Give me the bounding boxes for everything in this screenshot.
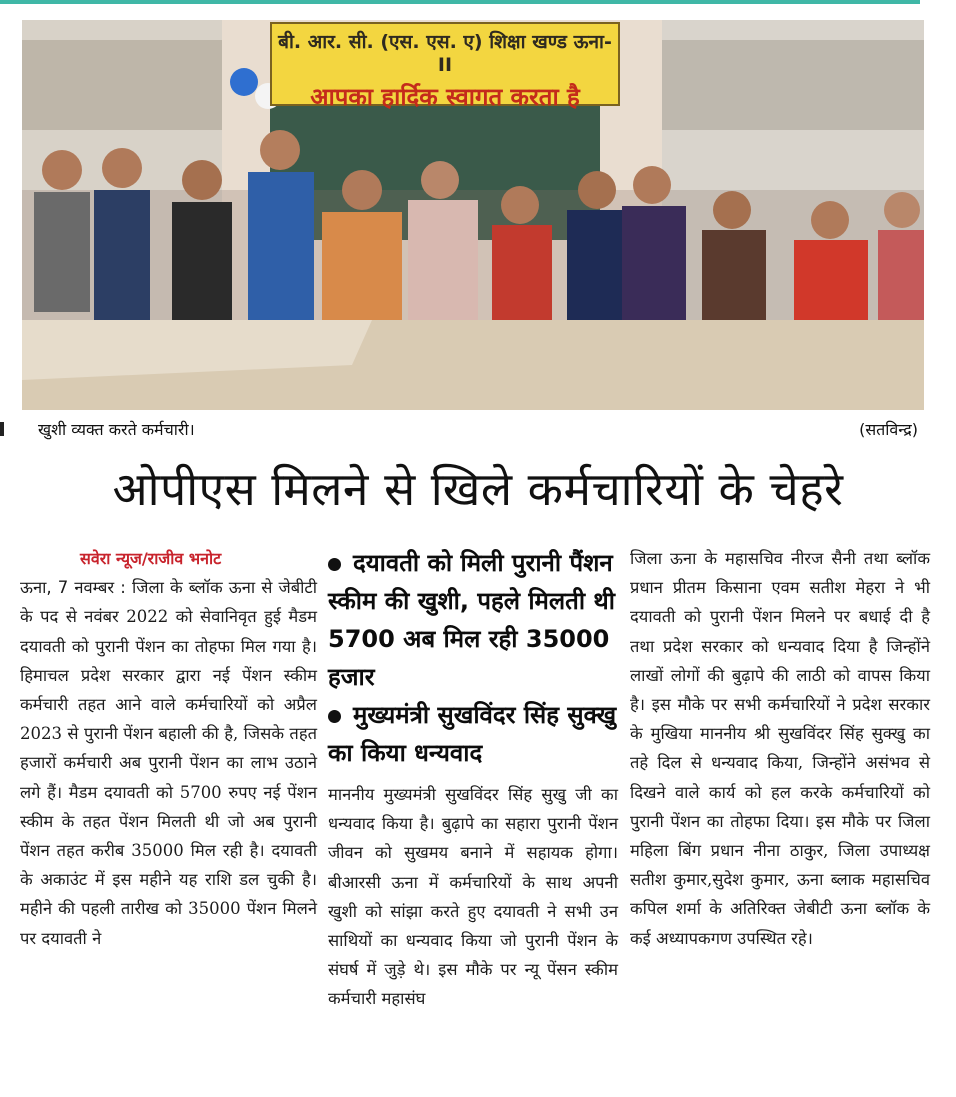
news-photo bbox=[22, 20, 924, 410]
column-1-text bbox=[20, 573, 317, 953]
article-column-2 bbox=[328, 544, 618, 1014]
article-column-1 bbox=[20, 544, 317, 953]
column-2-body: माननीय मुख्यमंत्री सुखविंदर सिंह सुखु जी का धन्यवाद किया है। बुढ़ापे का सहारा पुरानी पेंशन जीवन को सुखमय बनाने में सहायक होगा। बीआरसी ऊना में कर्मचारियों के साथ अपनी खुशी को सांझा करते हुए दयावती ने सभी उन साथियों का धन्यवाद किया जो पुरानी पेंशन के संघर्ष में जुड़े थे। इस मौके पर न्यू पेंसन स्कीम कर्मचारी महासंघ bbox=[328, 785, 618, 1009]
headline: ओपीएस मिलने से खिले कर्मचारियों के चेहरे bbox=[112, 462, 844, 516]
banner-line1: बी. आर. सी. (एस. एस. ए) शिक्षा खण्ड ऊना-II bbox=[278, 31, 612, 76]
column-1-body: जिला के ब्लॉक ऊना से जेबीटी के पद से नवंबर 2022 को सेवानिवृत हुई मैडम दयावती को पुरानी पेंशन का तोहफा मिल गया है। हिमाचल प्रदेश सरकार द्वारा नई पेंशन स्कीम कर्मचारी तहत आने वाले कर्मचारियों को अप्रैल 2023 से पुरानी पेंशन बहाली की है, जिसके तहत हजारों कर्मचारी अब पुरानी पेंशन का लाभ उठाने लगे हैं। मैडम दयावती को 5700 रुपए नई पेंशन स्कीम के तहत पेंशन मिलती थी जो अब पुरानी पेंशन तहत करीब 35000 मिल रही है। दयावती के अकाउंट में इस महीने यह राशि डल चुकी है। महीने की पहली तारीख को 35000 पेंशन मिलने पर दयावती ने bbox=[20, 578, 318, 948]
photo-caption: खुशी व्यक्त करते कर्मचारी। bbox=[38, 420, 195, 439]
top-rule bbox=[0, 0, 920, 4]
welcome-banner bbox=[270, 22, 620, 111]
bullet-icon bbox=[328, 558, 341, 571]
dateline: ऊना, 7 नवम्बर : bbox=[20, 578, 126, 598]
photo-credit: (सतविन्द्र) bbox=[859, 420, 918, 439]
highlight-1-text: दयावती को मिली पुरानी पैंशन स्कीम की खुशी, पहले मिलती थी 5700 अब मिल रही 35000 हजार bbox=[328, 549, 615, 691]
banner-line2: आपका हार्दिक स्वागत करता है bbox=[310, 83, 580, 111]
highlight-box bbox=[328, 544, 618, 772]
column-3-body: जिला ऊना के महासचिव नीरज सैनी तथा ब्लॉक प्रधान प्रीतम किसाना एवम सतीश मेहरा ने भी दयावती को पुरानी पेंशन मिलने पर बधाई दी है तथा प्रदेश सरकार को धन्यवाद दिया है जिन्होंने लाखों लोगों की बुढ़ापे की लाठी को वापस किया है। इस मौके पर सभी कर्मचारियों ने प्रदेश सरकार के मुखिया माननीय श्री सुखविंदर सिंह सुक्खु का तहे दिल से धन्यवाद किया, जिन्होंने असंभव से दिखने वाले कार्य को हल करके कर्मचारियों को पुरानी पेंशन का तोहफा दिया। इस मौके पर जिला महिला बिंग प्रधान नीना ठाकुर, जिला उपाध्यक्ष सतीश कुमार,सुदेश कुमार, ऊना ब्लाक महासचिव कपिल शर्मा के अतिरिक्त जेबीटी ऊना ब्लॉक के कई अध्यापकगण उपस्थित रहे। bbox=[630, 549, 930, 948]
highlight-2 bbox=[328, 696, 618, 772]
caption-marker bbox=[0, 422, 4, 436]
highlight-1 bbox=[328, 544, 618, 696]
byline: सवेरा न्यूज/राजीव भनोट bbox=[80, 549, 222, 568]
highlight-2-text: मुख्यमंत्री सुखविंदर सिंह सुक्खु का किया धन्यवाद bbox=[328, 701, 617, 767]
article-column-3 bbox=[630, 544, 930, 953]
bullet-icon bbox=[328, 710, 341, 723]
